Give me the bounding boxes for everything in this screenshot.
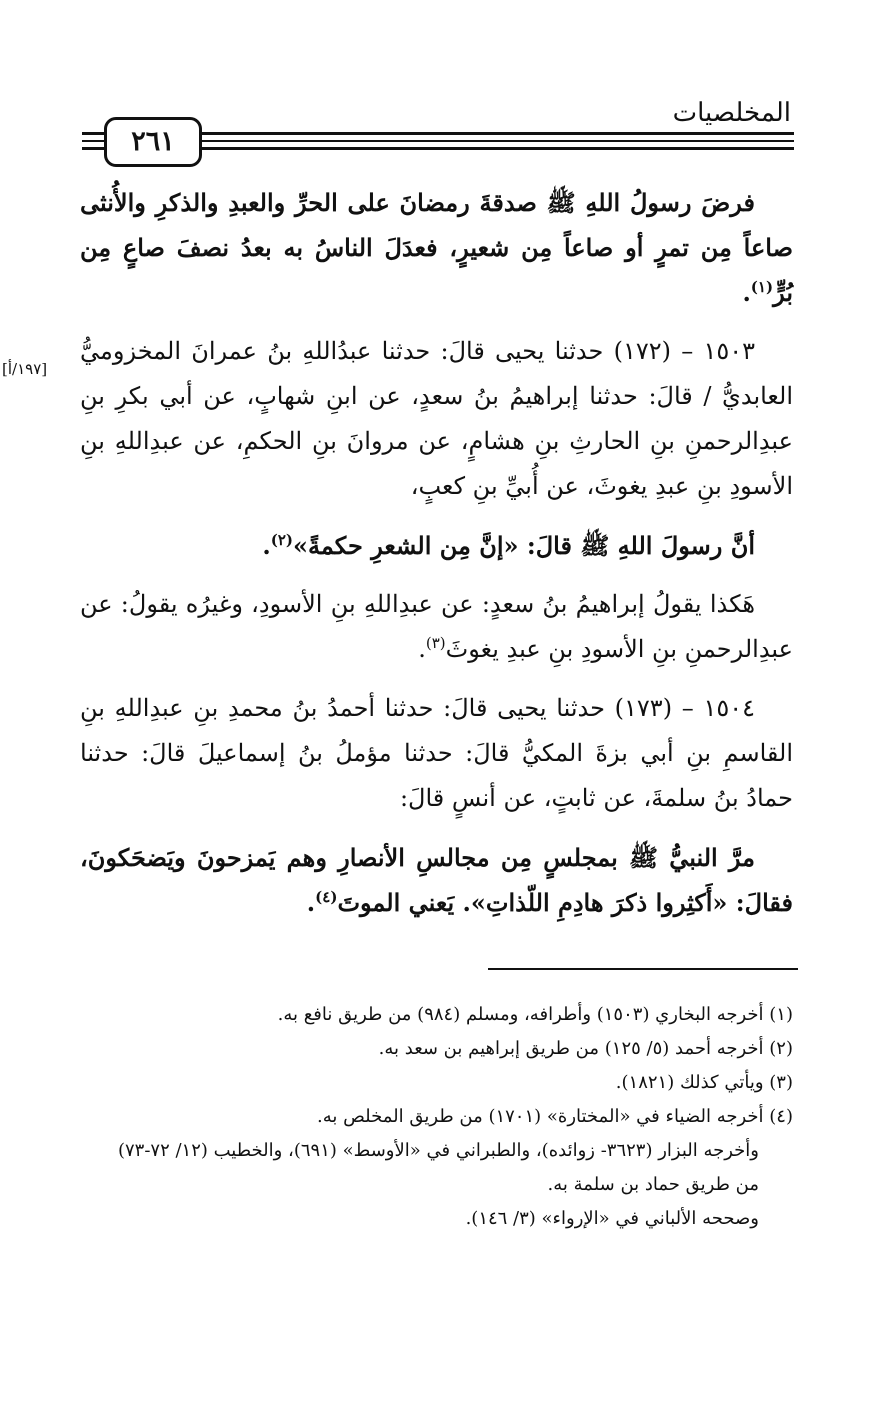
- hadith-text-3: [80, 835, 793, 925]
- main-text: [80, 180, 793, 939]
- footnote-ref: (٣): [425, 634, 446, 652]
- period: .: [262, 531, 271, 560]
- margin-manuscript-marker: [١٩٧/أ]: [2, 360, 48, 378]
- footnote-3: (٣) ويأتي كذلك (١٨٢١).: [615, 1072, 793, 1093]
- isnad-1503: ١٥٠٣ – (١٧٢) حدثنا يحيى قالَ: حدثنا عبدُاللهِ بنُ عمرانَ المخزوميُّ العابديُّ / قالَ: حدثنا إبراهيمُ بنُ سعدٍ، عن ابنِ شهابٍ، عن أبي بكرِ بنِ عبدِالرحمنِ بنِ الحارثِ بنِ هشامٍ، عن مروانَ بنِ الحكمِ، عن عبدِاللهِ بنِ الأسودِ بنِ عبدِ يغوثَ، عن أُبيِّ بنِ كعبٍ،: [80, 337, 793, 500]
- footnote-2: (٢) أخرجه أحمد (٥/ ١٢٥) من طريق إبراهيم بن سعد به.: [378, 1038, 793, 1059]
- hadith-text-2: [80, 523, 793, 568]
- isnad-1504: ١٥٠٤ – (١٧٣) حدثنا يحيى قالَ: حدثنا أحمدُ بنُ محمدِ بنِ عبدِاللهِ بنِ القاسمِ بنِ أبي بزةَ المكيُّ قالَ: حدثنا مؤملُ بنُ إسماعيلَ قالَ: حدثنا حمادُ بنُ سلمةَ، عن ثابتٍ، عن أنسٍ قالَ:: [80, 694, 793, 812]
- hadith-matn: أنَّ رسولَ اللهِ ﷺ قالَ: «إنَّ مِن الشعرِ حكمةً»: [293, 531, 755, 560]
- hadith-matn: مرَّ النبيُّ ﷺ بمجلسٍ مِن مجالسِ الأنصارِ وهم يَمزحونَ ويَضحَكونَ، فقالَ: «أَكثِروا ذكرَ هادِمِ اللّذاتِ». يَعني الموتَ: [80, 843, 793, 917]
- page-number: ٢٦١: [104, 117, 202, 167]
- footnote-4-continuation: وصححه الألباني في «الإرواء» (٣/ ١٤٦).: [465, 1208, 759, 1229]
- period: .: [742, 278, 751, 307]
- footnotes: [90, 998, 793, 1236]
- footnote-4: (٤) أخرجه الضياء في «المختارة» (١٧٠١) من طريق المخلص به.: [317, 1106, 793, 1127]
- book-title: المخلصيات: [672, 98, 791, 128]
- footnote-ref: (٤): [315, 888, 338, 906]
- footnote-4-continuation: وأخرجه البزار (٣٦٢٣- زوائده)، والطبراني في «الأوسط» (٦٩١)، والخطيب (١٢/ ٧٢-٧٣) من طريق حماد بن سلمة به.: [117, 1140, 759, 1195]
- period: .: [418, 635, 426, 663]
- period: .: [306, 888, 316, 917]
- footnote-1: (١) أخرجه البخاري (١٥٠٣) وأطرافه، ومسلم (٩٨٤) من طريق نافع به.: [277, 1004, 793, 1025]
- footnote-separator: [488, 968, 798, 970]
- page-header: [0, 0, 879, 170]
- footnote-ref: (١): [750, 278, 774, 296]
- hadith-text-1: [80, 180, 793, 315]
- footnote-ref: (٢): [270, 531, 293, 549]
- commentary-paragraph: [80, 582, 793, 672]
- hadith-matn: فرضَ رسولُ اللهِ ﷺ صدقةَ رمضانَ على الحرِّ والعبدِ والذكرِ والأُنثى صاعاً مِن تمرٍ أو صاعاً مِن شعيرٍ، فعدَلَ الناسُ به بعدُ نصفَ صاعٍ مِن بُرٍّ: [80, 188, 793, 307]
- commentary-text: هَكذا يقولُ إبراهيمُ بنُ سعدٍ: عن عبدِاللهِ بنِ الأسودِ، وغيرُه يقولُ: عن عبدِالرحمنِ بنِ الأسودِ بنِ عبدِ يغوثَ: [80, 590, 793, 663]
